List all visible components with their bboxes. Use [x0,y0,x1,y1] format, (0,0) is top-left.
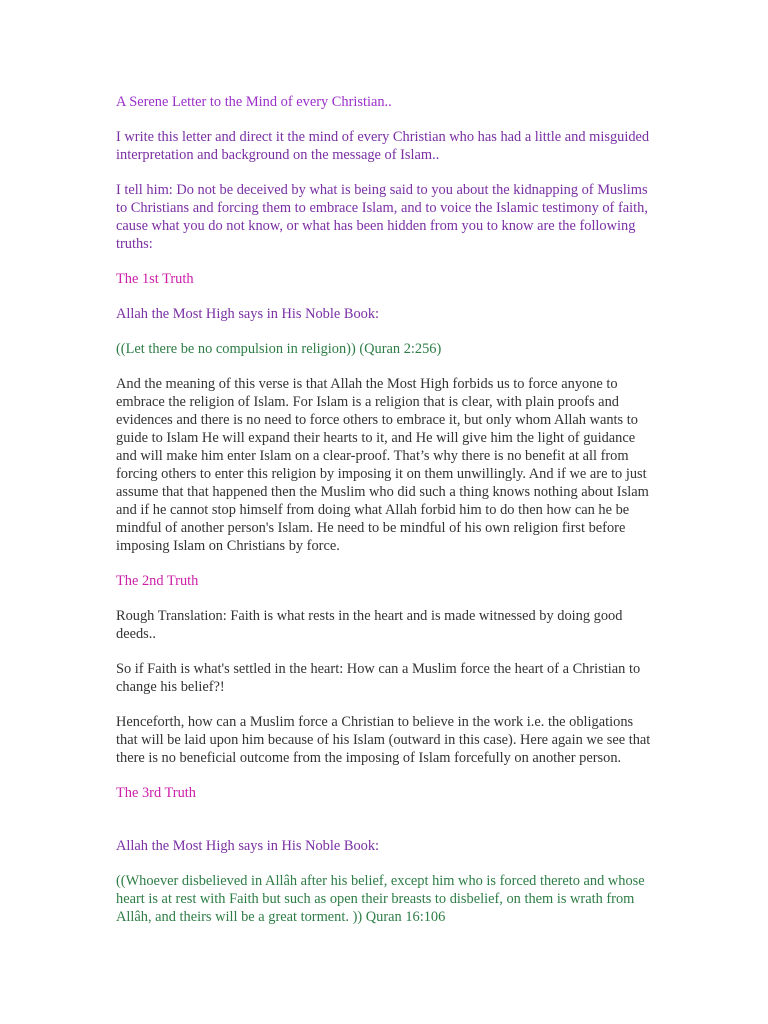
truth2-translation: Rough Translation: Faith is what rests in the heart and is made witnessed by doing good deeds.. [116,608,623,642]
truth1-heading: The 1st Truth [116,271,194,287]
document-page [116,93,656,943]
document-title: A Serene Letter to the Mind of every Christian.. [116,94,392,110]
truth2-paragraph-2: Henceforth, how can a Muslim force a Christian to believe in the work i.e. the obligations that will be laid upon him because of his Islam (outward in this case). Here again we see that there is no beneficial outcome from the imposing of Islam forcefully on another person. [116,714,651,766]
truth2-heading: The 2nd Truth [116,573,199,589]
truth3-lead: Allah the Most High says in His Noble Book: [116,838,380,854]
truth3-quote: ((Whoever disbelieved in Allâh after his belief, except him who is forced thereto and whose heart is at rest with Faith but such as open their breasts to disbelief, on them is wrath from Allâh, and theirs will be a great torment. )) Quran 16:106 [116,873,645,925]
truth2-paragraph-1: So if Faith is what's settled in the heart: How can a Muslim force the heart of a Christian to change his belief?! [116,661,641,695]
opening-paragraph: I tell him: Do not be deceived by what is being said to you about the kidnapping of Muslims to Christians and forcing them to embrace Islam, and to voice the Islamic testimony of faith, cause what you do not know, or what has been hidden from you to know are the following truths: [116,182,648,252]
truth3-heading: The 3rd Truth [116,785,196,801]
truth1-body: And the meaning of this verse is that Allah the Most High forbids us to force anyone to embrace the religion of Islam. For Islam is a religion that is clear, with plain proofs and evidences and there is no need to force others to embrace it, but only whom Allah wants to guide to Islam He will expand their hearts to it, and He will give him the light of guidance and will make him enter Islam on a clear-proof. That’s why there is no benefit at all from forcing others to enter this religion by imposing it on them unwillingly. And if we are to just assume that that happened then the Muslim who did such a thing knows nothing about Islam and if he cannot stop himself from doing what Allah forbid him to do then how can he be mindful of another person's Islam. He need to be mindful of his own religion first before imposing Islam on Christians by force. [116,376,649,554]
intro-paragraph: I write this letter and direct it the mind of every Christian who has had a little and misguided interpretation and background on the message of Islam.. [116,129,650,163]
truth1-lead: Allah the Most High says in His Noble Book: [116,306,380,322]
truth1-quote: ((Let there be no compulsion in religion)) (Quran 2:256) [116,341,442,357]
